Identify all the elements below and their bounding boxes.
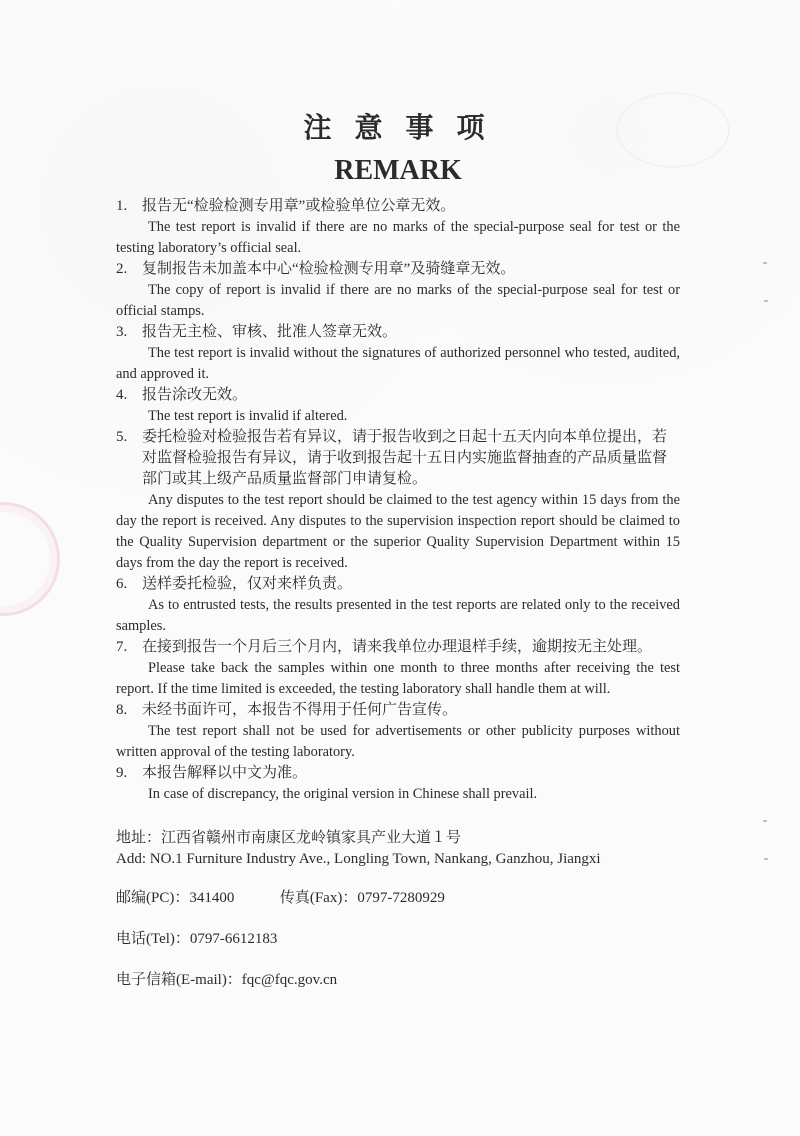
remark-english-text: Please take back the samples within one month to three months after receiving the test report. If the time limited is exceeded, the testing laboratory shall handle them at will.	[116, 659, 680, 697]
remark-item-5	[116, 427, 680, 574]
page-title-english: REMARK	[334, 154, 462, 186]
postcode-fax-row	[116, 888, 680, 909]
remark-item-4	[116, 385, 680, 427]
remark-item-chinese	[116, 763, 680, 784]
remark-item-chinese	[116, 637, 680, 658]
remark-chinese-text: 报告无主检、审核、批准人签章无效。	[142, 323, 398, 340]
remark-item-1	[116, 196, 680, 259]
scan-mark	[763, 820, 767, 822]
remark-number: 8.	[116, 701, 128, 718]
telephone-text: 电话(Tel)：0797-6612183	[116, 930, 278, 947]
remark-number: 7.	[116, 638, 128, 655]
remark-chinese-text: 在接到报告一个月后三个月内，请来我单位办理退样手续，逾期按无主处理。	[142, 638, 653, 655]
remark-item-chinese	[116, 322, 680, 343]
remark-english-text: In case of discrepancy, the original version in Chinese shall prevail.	[148, 785, 538, 802]
official-seal-mark	[0, 502, 60, 616]
remark-item-7	[116, 637, 680, 700]
telephone-row	[116, 929, 680, 950]
remark-english-text: The test report is invalid if altered.	[148, 407, 348, 424]
remark-chinese-text: 未经书面许可，本报告不得用于任何广告宣传。	[142, 701, 458, 718]
remark-english-text: The copy of report is invalid if there are no marks of the special-purpose seal for test or official stamps.	[116, 281, 680, 319]
postcode-text: 邮编(PC)：341400	[116, 889, 235, 906]
contact-address	[116, 828, 680, 870]
remark-item-3	[116, 322, 680, 385]
remark-number: 5.	[116, 428, 128, 445]
remark-number: 1.	[116, 197, 128, 214]
remarks-content	[116, 114, 680, 991]
remark-chinese-text: 复制报告未加盖本中心“检验检测专用章”及骑缝章无效。	[142, 260, 516, 277]
remark-item-chinese	[116, 196, 680, 217]
remark-item-8	[116, 700, 680, 763]
remark-number: 4.	[116, 386, 128, 403]
remark-english-text: As to entrusted tests, the results presented in the test reports are related only to the received samples.	[116, 596, 680, 634]
remark-chinese-text: 送样委托检验，仅对来样负责。	[142, 575, 353, 592]
remark-item-chinese	[116, 700, 680, 721]
remark-english-text: The test report shall not be used for advertisements or other publicity purposes without written approval of the testing laboratory.	[116, 722, 680, 760]
remark-number: 6.	[116, 575, 128, 592]
email-text: 电子信箱(E-mail)：fqc@fqc.gov.cn	[116, 971, 338, 988]
page-title-chinese: 注 意 事 项	[303, 113, 493, 144]
remark-chinese-text: 报告涂改无效。	[142, 386, 248, 403]
email-row	[116, 970, 680, 991]
address-chinese: 地址：江西省赣州市南康区龙岭镇家具产业大道１号	[116, 829, 462, 846]
remark-english-text: The test report is invalid without the signatures of authorized personnel who tested, audited, and approved it.	[116, 344, 680, 382]
remark-chinese-text: 委托检验对检验报告若有异议，请于报告收到之日起十五天内向本单位提出，若对监督检验报告有异议，请于收到报告起十五日内实施监督抽查的产品质量监督部门或其上级产品质量监督部门申请复检。	[142, 428, 668, 487]
remark-english-text: Any disputes to the test report should be claimed to the test agency within 15 days from the day the report is received. Any disputes to the supervision inspection report should be claimed to the Quality Supervision department or the superior Quality Supervision Department within 15 days from the day the report is received.	[116, 491, 680, 571]
remark-number: 9.	[116, 764, 128, 781]
remark-item-2	[116, 259, 680, 322]
remark-number: 3.	[116, 323, 128, 340]
address-english: Add: NO.1 Furniture Industry Ave., Longling Town, Nankang, Ganzhou, Jiangxi	[116, 850, 601, 867]
remark-item-9	[116, 763, 680, 805]
remark-item-chinese	[116, 574, 680, 595]
remark-chinese-text: 本报告解释以中文为准。	[142, 764, 308, 781]
remark-chinese-text: 报告无“检验检测专用章”或检验单位公章无效。	[142, 197, 456, 214]
remark-english-text: The test report is invalid if there are no marks of the special-purpose seal for test or the testing laboratory’s official seal.	[116, 218, 680, 256]
scan-mark	[764, 858, 768, 860]
remark-item-chinese	[116, 259, 680, 280]
fax-text: 传真(Fax)：0797-7280929	[279, 889, 445, 906]
scan-mark	[764, 300, 768, 302]
remark-item-chinese	[116, 427, 680, 490]
scan-mark	[763, 262, 767, 264]
remark-item-6	[116, 574, 680, 637]
remark-item-chinese	[116, 385, 680, 406]
remarks-list	[116, 196, 680, 805]
remark-number: 2.	[116, 260, 128, 277]
